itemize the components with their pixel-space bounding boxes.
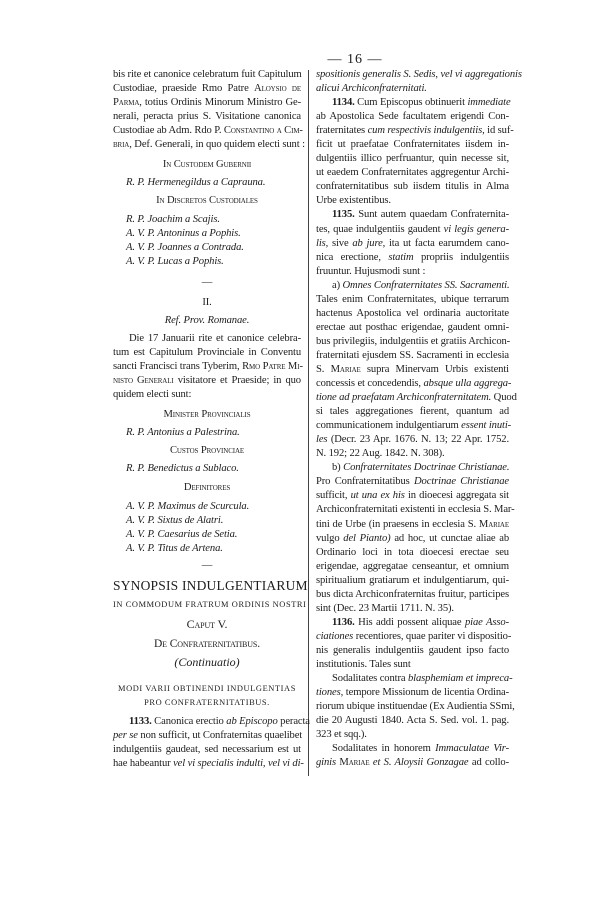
text-line [316, 461, 509, 475]
synopsis-title: SYNOPSIS INDULGENTIARUM [113, 578, 308, 593]
text-line [113, 729, 301, 743]
text-run: Custodiae, praeside Rmo Patre [113, 83, 255, 95]
text-line [316, 630, 512, 644]
text-line [113, 138, 305, 152]
small-caps-text: Constantino a Cim- [223, 125, 303, 137]
italic-text: Confraternitates Doctrinae Christianae. [343, 462, 510, 474]
list-item: A. V. P. Lucas a Pophis. [126, 256, 224, 268]
text-line [316, 321, 509, 335]
text-line [113, 332, 301, 346]
list-item: A. V. P. Sixtus de Alatri. [126, 515, 224, 527]
heading-definitores: Definitores [183, 482, 231, 493]
text-line [113, 110, 301, 124]
text-run: bus dicta Archiconfraternitas fruitur, participes [316, 588, 509, 600]
text-run: sint (Dec. 23 Martii 1711. N. 35). [316, 602, 454, 614]
province-heading: Ref. Prov. Romanae. [164, 315, 250, 326]
text-line [316, 110, 509, 124]
italic-text: per se [113, 730, 138, 742]
text-line [316, 546, 509, 560]
section-number: II. [202, 297, 212, 308]
text-line [113, 743, 301, 757]
italic-text: Omnes Confraternitates SS. Sacramenti. [342, 279, 510, 291]
italic-text: immediate [467, 97, 511, 109]
text-run: propriis indulgentiis [413, 251, 509, 263]
italic-text: essent inuti- [461, 420, 512, 432]
page-number: — 16 — [327, 52, 383, 67]
text-run: Sunt autem quaedam Confraternita- [354, 209, 509, 221]
text-run: His addi possent aliquae [354, 616, 465, 628]
definitores-list [126, 500, 301, 556]
paragraph-number: 1136. [332, 616, 355, 628]
text-run: ficit ut praefatae Confraternitates iisdem in- [316, 139, 509, 151]
italic-text: piae Asso- [464, 616, 509, 628]
text-run: sive [328, 237, 353, 249]
text-line [316, 518, 509, 532]
text-run: nerali, peracta prius S. Visitatione canonica [113, 111, 301, 123]
text-line [113, 757, 304, 771]
list-item: A. V. P. Maximus de Scurcula. [126, 501, 250, 512]
heading-in-discretos-custodiales: In Discretos Custodiales [156, 195, 258, 206]
italic-text: cum respectivis indulgentiis, [367, 125, 485, 137]
text-run: quidem electi sunt: [113, 389, 192, 401]
small-caps-text: Aloysio de [254, 83, 301, 95]
text-line [316, 138, 509, 152]
italic-text: blasphemiam et impreca- [407, 673, 513, 685]
text-run: Ordinario loci in tota dioecesi erectae seu [316, 546, 509, 558]
text-line [316, 124, 514, 138]
text-line [316, 405, 509, 419]
paragraph-a-ss-sacramenti [316, 279, 517, 462]
chapter-heading: Caput V. [186, 617, 228, 631]
text-run: supra Minervam Urbis existenti [360, 363, 509, 375]
text-line [113, 374, 301, 388]
italic-text: lis, [316, 237, 329, 249]
text-run: tes, quae indulgentiis gaudent [316, 223, 444, 235]
text-run: institutionis. Tales sunt [316, 658, 411, 670]
italic-text: alicui Archiconfraternitati. [316, 83, 427, 95]
text-line [316, 588, 509, 602]
text-line [113, 715, 310, 729]
small-caps-text: bria, [113, 139, 132, 151]
text-line [316, 363, 509, 377]
text-line [316, 96, 509, 110]
italic-text: Doctrinae Christianae [414, 476, 509, 488]
text-run: communicationem indulgentiarum [316, 420, 462, 432]
section-separator-dash: — [201, 560, 213, 571]
text-run: tempore Missionum de licentia Ordina- [343, 687, 509, 699]
text-line [316, 152, 509, 166]
text-run: sufficit, [316, 490, 351, 502]
paragraph-b-doctrinae-christianae [316, 461, 515, 616]
paragraph-1134 [316, 96, 514, 208]
text-run: concessis et concedendis, [316, 378, 424, 390]
text-run: peracta [277, 716, 310, 727]
text-line [316, 714, 509, 728]
italic-text: ab jure, [352, 237, 386, 249]
italic-text: ginis [316, 757, 340, 769]
text-run: ad collo- [468, 757, 509, 769]
italic-text: vi legis genera- [443, 223, 509, 235]
small-caps-text: Mariae [478, 518, 509, 530]
text-line [316, 686, 509, 700]
text-run: fraternitati ejusdem SS. Sacramenti in ecclesia [316, 349, 509, 361]
text-line [316, 251, 509, 265]
paragraph-1133 [113, 715, 310, 771]
text-run: ut eaedem Confraternitates aggregentur Archi- [316, 167, 509, 179]
text-run: hae habeantur [113, 758, 174, 770]
text-run: 323 et sqq.). [316, 729, 367, 741]
text-line [316, 208, 509, 222]
text-run: Archiconfraternitati existenti in ecclesia S. Mar- [316, 504, 515, 516]
italic-text: spositionis generalis S. Sedis, vel vi aggregationis [316, 69, 522, 80]
text-run: bis rite et canonice celebratum fuit Capitulum [113, 69, 302, 80]
text-run: Die 17 Januarii rite et canonice celebra- [129, 333, 301, 344]
text-run: Urbe existentibus. [316, 195, 391, 207]
text-line [316, 349, 509, 363]
small-caps-text: Mariae [339, 757, 370, 769]
text-run: totius Ordinis Minorum Ministro Ge- [141, 97, 301, 109]
text-run: si tales aggregationes fierent, quantum ad [316, 406, 509, 418]
list-item: R. P. Joachim a Scajis. [126, 214, 220, 225]
text-run: recentiores, quae pariter vi dispositio- [353, 630, 512, 642]
text-line [316, 180, 509, 194]
text-line [316, 223, 509, 237]
heading-minister-provincialis: Minister Provincialis [163, 409, 251, 420]
text-line [316, 166, 509, 180]
italic-text: ciationes [316, 630, 354, 642]
column-divider [308, 70, 309, 776]
text-line [113, 360, 301, 374]
paragraph-continuation [316, 68, 522, 96]
text-line [316, 728, 509, 742]
text-run: vulgo [316, 532, 344, 544]
text-line [316, 391, 517, 405]
text-run: hactenus Apostolica vel ordinaria auctoritate [316, 307, 509, 319]
paragraph-number: 1134. [332, 97, 355, 109]
text-run: die 20 Augusti 1840. Acta S. Sed. vol. 1. pag. [316, 715, 509, 727]
text-run: Sodalitates in honorem [332, 743, 436, 755]
list-item: PRO CONFRATERNITATIBUS. [144, 698, 270, 707]
text-run: nica erectione, [316, 251, 389, 263]
text-run: S. [316, 363, 331, 375]
paragraph-number: 1135. [332, 209, 355, 221]
text-run: id suf- [484, 125, 514, 137]
text-run: non sufficit, ut Confraternitas quaelibet [137, 730, 303, 742]
discretos-list [126, 213, 301, 269]
text-line [316, 293, 509, 307]
text-run: fraternitates [316, 125, 368, 137]
text-run: a) [332, 279, 343, 291]
small-caps-text: Rmo Patre Mi- [242, 361, 303, 373]
italic-text: ab Episcopo [226, 716, 278, 727]
text-line [316, 658, 509, 672]
paragraph-1136 [316, 616, 512, 672]
text-line [316, 265, 509, 279]
list-item: MODI VARII OBTINENDI INDULGENTIAS [118, 684, 296, 693]
synopsis-subtitle: IN COMMODUM FRATRUM ORDINIS NOSTRI [113, 600, 307, 609]
italic-text: absque ulla aggrega- [423, 378, 512, 390]
text-run: Custodiae ab Adm. Rdo P. [113, 125, 224, 137]
text-run: confraternitatibus sub iisdem titulis in Alma [316, 181, 509, 193]
text-run: indulgentiis gaudeat, sed necessarium est ut [113, 744, 301, 756]
paragraph-1135 [316, 208, 509, 278]
right-column [316, 68, 522, 770]
text-line [316, 447, 509, 461]
text-line [316, 194, 509, 208]
elected-name: R. P. Antonius a Palestrina. [126, 427, 240, 438]
text-line [113, 124, 301, 138]
text-line [316, 68, 522, 82]
text-line [316, 616, 509, 630]
text-line [316, 574, 509, 588]
text-line [113, 346, 301, 360]
text-line [316, 489, 509, 503]
list-item: A. V. P. Joannes a Contrada. [126, 242, 244, 254]
list-item: A. V. P. Titus de Artena. [126, 543, 223, 555]
text-run: bus privilegiis, indulgentiis et gratiis Archicon- [316, 335, 511, 347]
text-run: dulgentiis illico perfruantur, quin necesse sit, [316, 153, 509, 165]
paragraph-number: 1133. [129, 716, 152, 727]
text-run: spiritualium gratiarum et indulgentiarum, qui- [316, 574, 509, 586]
italic-text: et S. Aloysii Gonzagae [369, 757, 469, 769]
text-run: in dioecesi aggregata sit [404, 490, 509, 502]
italic-text: Immaculatae Vir- [435, 743, 509, 755]
text-run: tum est Capitulum Provinciale in Conventu [113, 347, 301, 359]
italic-text: tione ad praefatam Archiconfraternitatem. [316, 392, 492, 404]
text-line [316, 307, 509, 321]
italic-text: statim [388, 251, 414, 263]
text-run: Cum Episcopus obtinuerit [354, 97, 468, 109]
text-line [316, 419, 512, 433]
section-separator-dash: — [201, 277, 213, 288]
text-line [113, 68, 301, 82]
text-line [316, 560, 509, 574]
text-run: riorum ubique instituendae (Ex Audientia SSmi, [316, 701, 515, 713]
list-item: A. V. P. Antoninus a Pophis. [126, 228, 241, 240]
text-run: tini de Urbe (in praesens in ecclesia S. [316, 518, 479, 530]
text-line [316, 82, 509, 96]
small-caps-text: Mariae [330, 363, 361, 375]
text-line [113, 96, 301, 110]
paragraph-provincial-chapter [113, 332, 301, 402]
text-run: Sodalitates contra [332, 673, 408, 685]
text-line [316, 377, 512, 391]
text-run: Pro Confraternitatibus [316, 476, 415, 488]
text-line [316, 700, 515, 714]
heading-in-custodem-gubernii: In Custodem Gubernii [162, 159, 252, 170]
text-run: ita ut facta earumdem cano- [385, 237, 509, 249]
text-run: Canonica erectio [151, 716, 227, 727]
text-line [316, 279, 509, 293]
paragraph-sodalitates-immaculatae [316, 742, 509, 770]
text-run: Tales enim Confraternitates, ubique terrarum [316, 293, 509, 305]
subsection-heading [113, 682, 301, 710]
italic-text: les [316, 434, 328, 446]
text-line [113, 388, 301, 402]
text-run: (Decr. 23 Apr. 1676. N. 13; 22 Apr. 1752. [327, 434, 509, 446]
paragraph-custodia-chapter [113, 68, 305, 152]
text-line [316, 742, 509, 756]
text-run: erectae aut posthac erigendae, gaudent omni- [316, 321, 509, 333]
text-run: ab Apostolica Sede facultatem erigendi Con- [316, 111, 509, 123]
text-line [316, 672, 513, 686]
text-line [316, 335, 509, 349]
heading-custos-provinciae: Custos Provinciae [169, 445, 245, 456]
small-caps-text: nisto Generali [113, 375, 174, 387]
italic-text: ut una ex his [350, 490, 405, 502]
text-run: sancti Francisci trans Tyberim, [113, 361, 243, 373]
text-run: visitatore et Praeside; in quo [173, 375, 301, 387]
text-line [316, 602, 509, 616]
list-item: A. V. P. Caesarius de Setia. [126, 529, 238, 541]
italic-text: del Pianto) [343, 532, 391, 544]
small-caps-text: Parma, [113, 97, 142, 109]
text-run: N. 192; 22 Aug. 1842. N. 308). [316, 448, 445, 460]
text-line [316, 644, 509, 658]
paragraph-sodalitates-blasphemiam [316, 672, 515, 742]
text-run: Quod [491, 392, 517, 404]
text-run: nis generalis indulgentiis gaudent ipso facto [316, 644, 509, 656]
text-line [316, 433, 509, 447]
text-run: Def. Generali, in quo quidem electi sunt : [131, 139, 305, 151]
text-run: ad hoc, ut cunctae aliae ab [390, 532, 509, 544]
text-run: erigendae, aggregatae censeantur, et omnium [316, 560, 509, 572]
chapter-title: De Confraternitatibus. [153, 638, 260, 650]
text-line [316, 756, 509, 770]
elected-name: R. P. Hermenegildus a Caprauna. [126, 177, 266, 188]
text-line [113, 82, 301, 96]
elected-name: R. P. Benedictus a Sublaco. [126, 463, 239, 474]
continuatio-label: (Continuatio) [174, 655, 240, 669]
text-line [316, 532, 509, 546]
text-line [316, 475, 509, 489]
italic-text: vel vi specialis indulti, vel vi di- [173, 758, 304, 770]
text-line [316, 503, 515, 517]
text-run: b) [332, 462, 344, 474]
text-line [316, 237, 509, 251]
italic-text: tiones, [316, 687, 344, 699]
text-run: fruuntur. Hujusmodi sunt : [316, 265, 426, 277]
